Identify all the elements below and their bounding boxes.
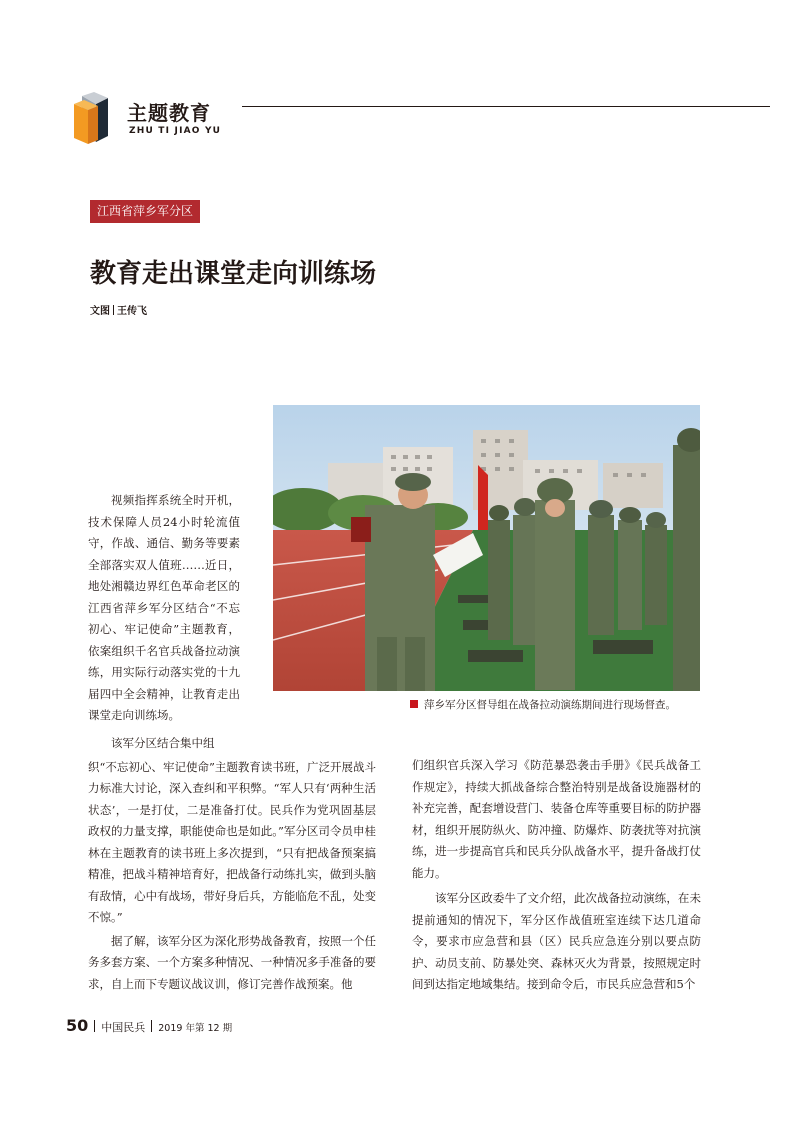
byline	[90, 302, 147, 317]
photo-caption	[410, 697, 676, 712]
footer-separator	[151, 1020, 152, 1032]
byline-label: 文图	[90, 306, 110, 317]
body-middle-column	[88, 733, 376, 995]
byline-separator	[113, 305, 114, 315]
section-pinyin: ZHU TI JIAO YU	[129, 126, 222, 136]
photo-illustration	[273, 405, 700, 691]
article-headline: 教育走出课堂走向训练场	[90, 259, 377, 289]
paragraph-4: 该军分区政委牛了文介绍，此次战备拉动演练，在未提前通知的情况下，军分区作战值班室连续下达几道命令，要求市应急营和县（区）民兵应急连分别以要点防护、动员支前、防暴处突、森林灭火为背景，按照规定时间到达指定地域集结。接到命令后，市民兵应急营和5个	[412, 891, 701, 991]
page-footer	[66, 1016, 232, 1035]
footer-separator	[94, 1020, 95, 1032]
body-right-column	[412, 755, 701, 996]
issue-label: 2019 年第 12 期	[158, 1023, 233, 1034]
caption-text: 萍乡军分区督导组在战备拉动演练期间进行现场督查。	[424, 699, 676, 711]
section-title: 主题教育	[127, 101, 211, 125]
paragraph-2: 据了解，该军分区为深化形势战备教育，按照一个任务多套方案、一个方案多种情况、一种情况多手准备的要求，自上而下专题议战议训，修订完善作战预案。他	[88, 933, 376, 991]
body-left-column: 视频指挥系统全时开机，技术保障人员24小时轮流值守，作战、通信、勤务等要素全部落实双人值班……近日，地处湘赣边界红色革命老区的江西省萍乡军分区结合“不忘初心、牢记使命”主题教育，依案组织千名官兵战备拉动演练，用实际行动落实党的十九届四中全会精神，让教育走出课堂走向训练场。	[88, 493, 240, 722]
paragraph-1: 织“不忘初心、牢记使命”主题教育读书班，广泛开展战斗力标准大讨论，深入查纠和平积弊。“军人只有‘两种生活状态’，一是打仗，二是准备打仗。民兵作为党巩固基层政权的力量支撑，职能使命也是如此。”军分区司令员申桂林在主题教育的读书班上多次提到，“只有把战备预案搞精准，把战斗精神培育好，把战备行动练扎实，做到头脑有敌情，心中有战场，带好身后兵，方能临危不乱，处变不惊。”	[88, 759, 376, 924]
region-tag: 江西省萍乡军分区	[90, 200, 200, 223]
article-photo	[273, 405, 700, 691]
caption-marker	[410, 700, 418, 708]
page-number: 50	[66, 1016, 89, 1035]
books-icon	[72, 92, 118, 144]
paragraph-3: 们组织官兵深入学习《防范暴恐袭击手册》《民兵战备工作规定》，持续大抓战备综合整治特别是战备设施器材的补充完善，配套增设营门、装备仓库等重要目标的防护器材，组织开展防纵火、防冲撞、防爆炸、防袭扰等对抗演练，进一步提高官兵和民兵分队战备水平，提升备战打仗能力。	[412, 758, 701, 880]
byline-author: 王传飞	[117, 306, 147, 317]
paragraph-1-start: 该军分区结合集中组	[111, 736, 215, 750]
magazine-name: 中国民兵	[101, 1021, 146, 1034]
header-divider	[242, 106, 770, 107]
